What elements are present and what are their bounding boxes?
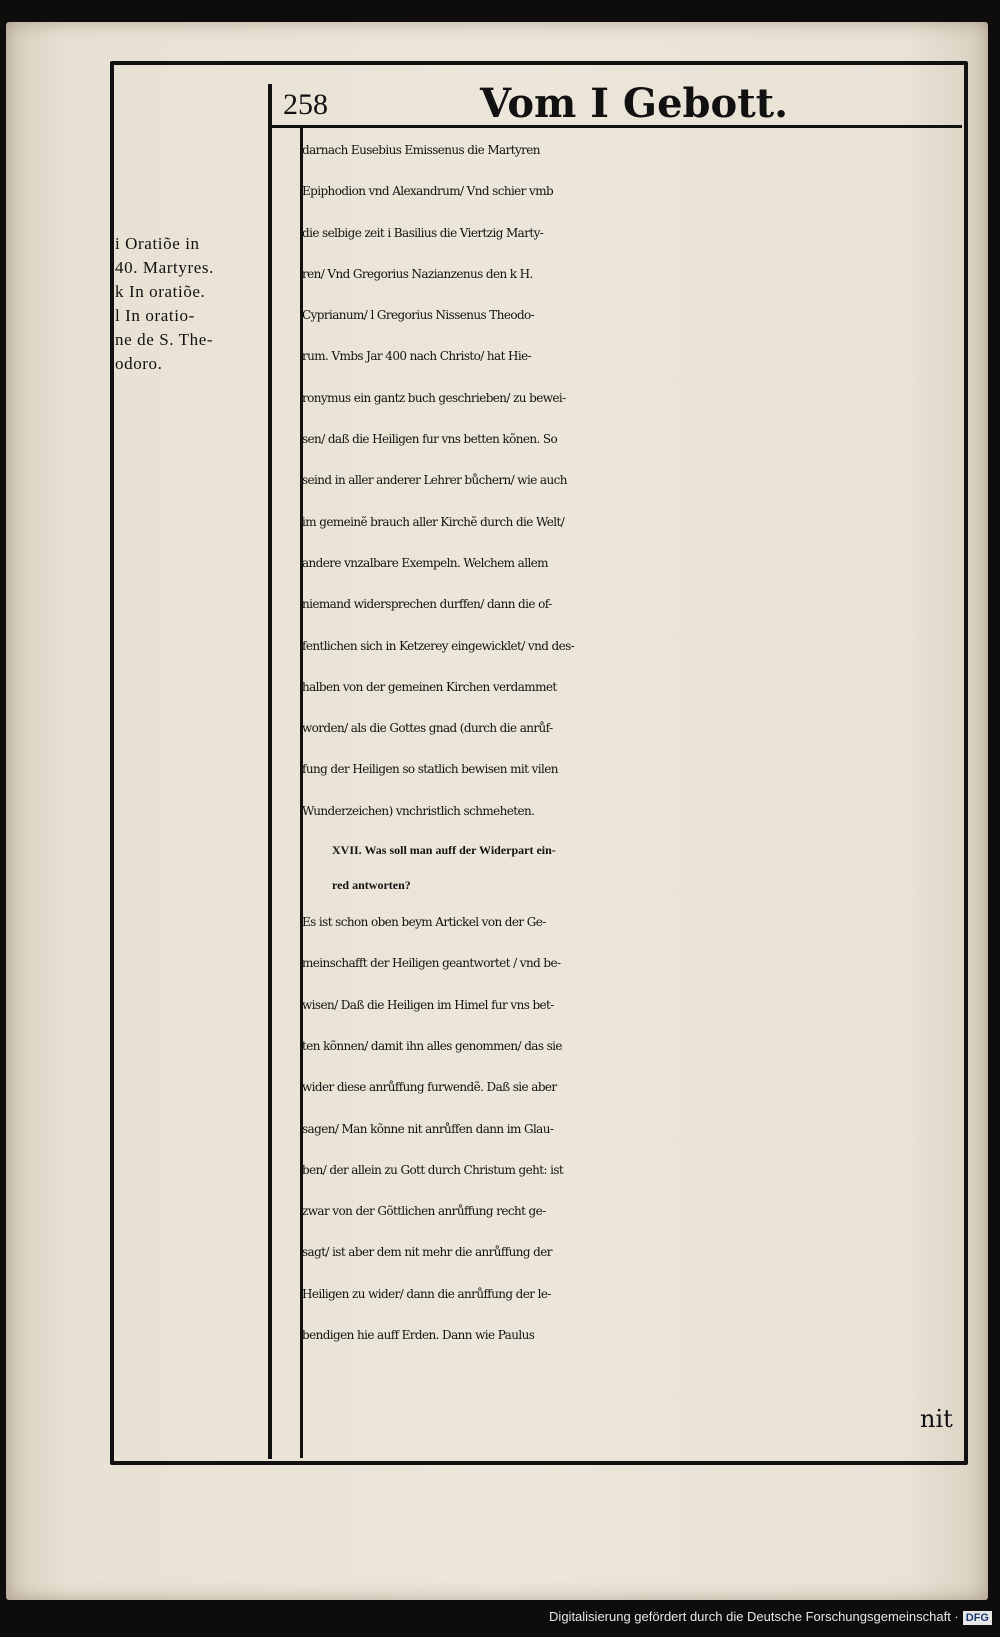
dfg-logo: DFG: [963, 1611, 992, 1625]
text-line: wider diese anrůffung furwendẽ. Daß sie aber: [302, 1080, 557, 1095]
margin-note: odoro.: [115, 354, 163, 373]
text-line: sagen/ Man kõnne nit anrůffen dann im Glau-: [302, 1121, 554, 1136]
text-line: fentlichen sich in Ketzerey eingewicklet/ vnd des-: [302, 638, 575, 653]
digitization-credit: [549, 1609, 992, 1625]
text-line: bendigen hie auff Erden. Dann wie Paulus: [302, 1328, 535, 1343]
margin-note: l In oratio-: [115, 306, 195, 325]
text-line: ben/ der allein zu Gott durch Christum geht: ist: [302, 1162, 564, 1177]
margin-note: ne de S. The-: [115, 330, 214, 349]
text-line: Heiligen zu wider/ dann die anrůffung der le-: [302, 1286, 551, 1301]
text-line: Epiphodion vnd Alexandrum/ Vnd schier vmb: [302, 184, 554, 199]
margin-notes: [115, 232, 273, 376]
running-title: Vom I Gebott.: [480, 80, 789, 127]
text-line: niemand widersprechen durffen/ dann die of-: [302, 597, 552, 612]
text-line: Wunderzeichen) vnchristlich schmeheten.: [302, 803, 535, 818]
text-line: Es ist schon oben beym Artickel von der Ge-: [302, 915, 546, 930]
text-line: rum. Vmbs Jar 400 nach Christo/ hat Hie-: [302, 349, 532, 364]
question-heading-continued: red antworten?: [332, 878, 411, 893]
text-line: ren/ Vnd Gregorius Nazianzenus den k H.: [302, 266, 533, 281]
text-line: halben von der gemeinen Kirchen verdammet: [302, 679, 557, 694]
text-line: worden/ als die Gottes gnad (durch die anrůf-: [302, 721, 553, 736]
text-line: die selbige zeit i Basilius die Viertzig Marty-: [302, 225, 544, 240]
text-line: wisen/ Daß die Heiligen im Himel fur vns bet-: [302, 997, 554, 1012]
text-line: fung der Heiligen so statlich bewisen mit vilen: [302, 762, 558, 777]
margin-note: 40. Martyres.: [115, 258, 214, 277]
main-text-column: [302, 130, 954, 1356]
text-line: darnach Eusebius Emissenus die Martyren: [302, 143, 540, 157]
text-line: zwar von der Gõttlichen anrůffung recht ge-: [302, 1204, 546, 1219]
credit-text: Digitalisierung gefördert durch die Deutsche Forschungsgemeinschaft ·: [549, 1609, 959, 1624]
page-number: 258: [283, 88, 328, 121]
text-line: ten kõnnen/ damit ihn alles genommen/ das sie: [302, 1038, 562, 1053]
text-line: meinschafft der Heiligen geantwortet / vnd be-: [302, 956, 561, 971]
margin-note: k In oratiõe.: [115, 282, 206, 301]
text-line: ronymus ein gantz buch geschrieben/ zu bewei-: [302, 390, 566, 405]
text-line: sen/ daß die Heiligen fur vns betten kõnen. So: [302, 432, 558, 447]
text-line: sagt/ ist aber dem nit mehr die anrůffung der: [302, 1245, 552, 1260]
text-line: im gemeinẽ brauch aller Kirchẽ durch die Welt/: [302, 514, 565, 529]
margin-note: i Oratiõe in: [115, 234, 200, 253]
text-line: seind in aller anderer Lehrer bůchern/ wie auch: [302, 473, 567, 488]
text-line: Cyprianum/ l Gregorius Nissenus Theodo-: [302, 308, 535, 323]
question-heading: XVII. Was soll man auff der Widerpart ein-: [332, 843, 556, 858]
catchword: nit: [920, 1405, 953, 1433]
text-line: andere vnzalbare Exempeln. Welchem allem: [302, 555, 548, 570]
